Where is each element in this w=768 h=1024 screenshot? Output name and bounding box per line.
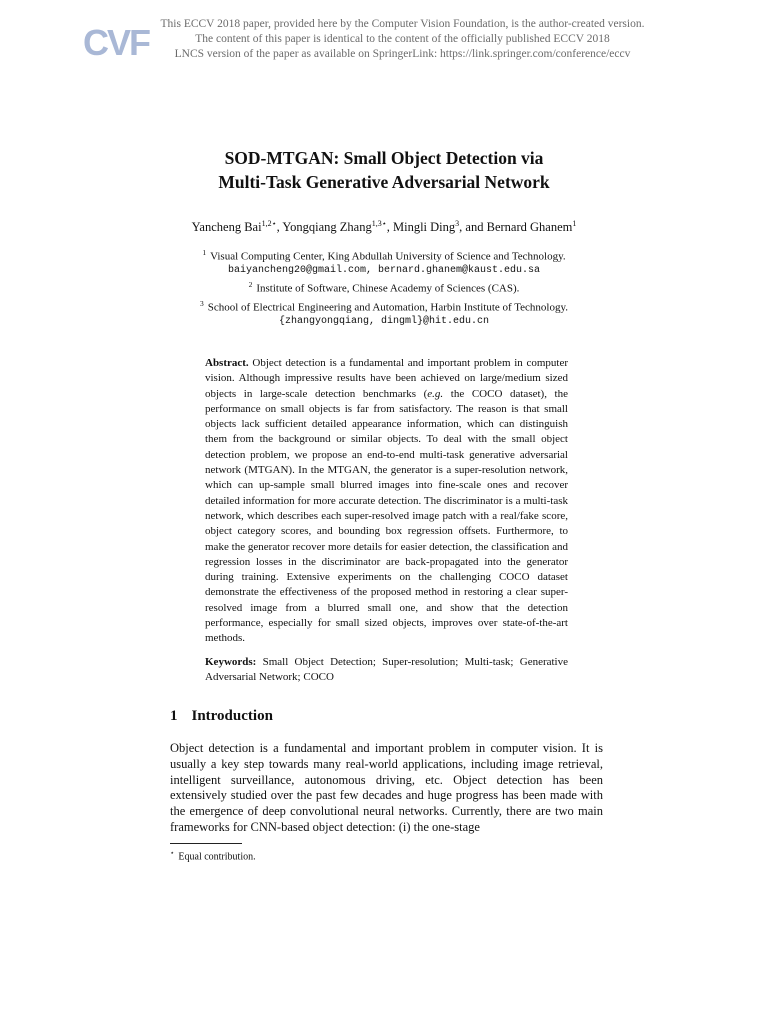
- paper-title: [84, 146, 684, 194]
- abstract-eg: e.g.: [427, 387, 444, 400]
- author-name: Yancheng Bai: [191, 220, 262, 235]
- author-affiliation-mark: 1,3⋆: [371, 219, 387, 228]
- affiliation-email: baiyancheng20@gmail.com, bernard.ghanem@kaust.edu.sa: [227, 265, 541, 277]
- author-affiliation-mark: 1,2⋆: [261, 219, 277, 228]
- abstract: [205, 356, 568, 647]
- affiliation-text: Institute of Software, Chinese Academy of Sciences (CAS).: [256, 282, 520, 295]
- affiliation-3: [84, 297, 684, 315]
- author-name: Bernard Ghanem: [486, 220, 573, 235]
- footnote-mark: ⋆: [170, 849, 175, 857]
- affiliation-number: 3: [199, 298, 204, 308]
- abstract-text: the COCO dataset), the performance on small objects is far from satisfactory. The reason is that small objects lack sufficient detailed appearance information, which can distinguish them from the background or similar objects. To deal with the small object detection problem, we propose an end-to-end multi-task generative adversarial network (MTGAN). In the MTGAN, the generator is a super-resolution network, which can up-sample small blurred images into fine-scale ones and recover detailed information for more accurate detection. The discriminator is a multi-task network, which describes each super-resolved image patch with a real/fake score, object category scores, and bounding box regression offsets. Furthermore, to make the generator recover more details for easier detection, the classification and regression losses in the discriminator are back-propagated into the generator during training. Extensive experiments on the challenging COCO dataset demonstrate the effectiveness of the proposed method in restoring a clear super-resolved image from a blurred small one, and show that the detection performance, especially for small sized objects, improves over state-of-the-art methods.: [205, 387, 568, 645]
- header-line: This ECCV 2018 paper, provided here by the Computer Vision Foundation, is the author-created version.: [160, 18, 645, 30]
- affiliation-2: [84, 278, 684, 296]
- title-line-2: Multi-Task Generative Adversarial Network: [218, 172, 550, 192]
- author-name: Yongqiang Zhang: [282, 220, 372, 235]
- title-line-1: SOD-MTGAN: Small Object Detection via: [224, 148, 544, 168]
- header-line: LNCS version of the paper as available on SpringerLink: https://link.springer.com/conference/eccv: [174, 48, 631, 60]
- author-affiliation-mark: 1: [572, 219, 577, 228]
- author-list: Yancheng Bai$^{1,2⋆}$, Yongqiang Zhang$^{1,3⋆}$, Mingli Ding$^3$, and Bernard Ghanem$^1$: [191, 219, 577, 235]
- affiliation-text: Visual Computing Center, King Abdullah University of Science and Technology.: [210, 250, 566, 263]
- footnote-text: Equal contribution.: [178, 851, 256, 863]
- author-affiliation-mark: 3: [455, 219, 460, 228]
- keywords-text: Small Object Detection; Super-resolution; Multi-task; Generative Adversarial Network; COCO: [205, 656, 568, 684]
- affiliation-text: School of Electrical Engineering and Automation, Harbin Institute of Technology.: [207, 301, 569, 314]
- affiliation-email: {zhangyongqiang, dingml}@hit.edu.cn: [278, 316, 490, 328]
- abstract-label: Abstract.: [205, 357, 249, 369]
- affiliation-1: [84, 246, 684, 264]
- cvf-logo: [82, 22, 149, 63]
- cvf-header-note: [150, 17, 655, 62]
- section-title: Introduction: [191, 708, 273, 724]
- affiliation-number: 2: [248, 280, 253, 290]
- author-conjunction: , and: [459, 220, 487, 235]
- footnote-rule: [170, 843, 242, 844]
- introduction-paragraph: Object detection is a fundamental and important problem in computer vision. It is usually a key step towards many real-world applications, including image retrieval, intelligent surveillance, autonomous driving, etc. Object detection has been extensively studied over the past few decades and huge progress has been made with the emergence of deep convolutional neural networks. Currently, there are two main frameworks for CNN-based object detection: (i) the one-stage: [170, 741, 603, 834]
- cvf-logo-graphic: [82, 22, 149, 63]
- author-name: Mingli Ding: [393, 220, 456, 235]
- affiliation-number: 1: [202, 248, 207, 257]
- keywords-label: Keywords:: [205, 656, 257, 668]
- abstract-text: Object detection is a fundamental and important problem in computer vision. Although impressive results have been achieved on large/medium sized objects in large-scale detection benchmarks (: [205, 357, 569, 400]
- footnote: [170, 846, 256, 864]
- svg-text:CVF: CVF: [83, 22, 149, 63]
- section-heading: [170, 708, 273, 725]
- affiliations: [84, 246, 684, 329]
- section-number: 1: [170, 708, 178, 724]
- keywords: [205, 655, 568, 686]
- header-line: The content of this paper is identical to the content of the officially published ECCV 2018: [195, 33, 610, 45]
